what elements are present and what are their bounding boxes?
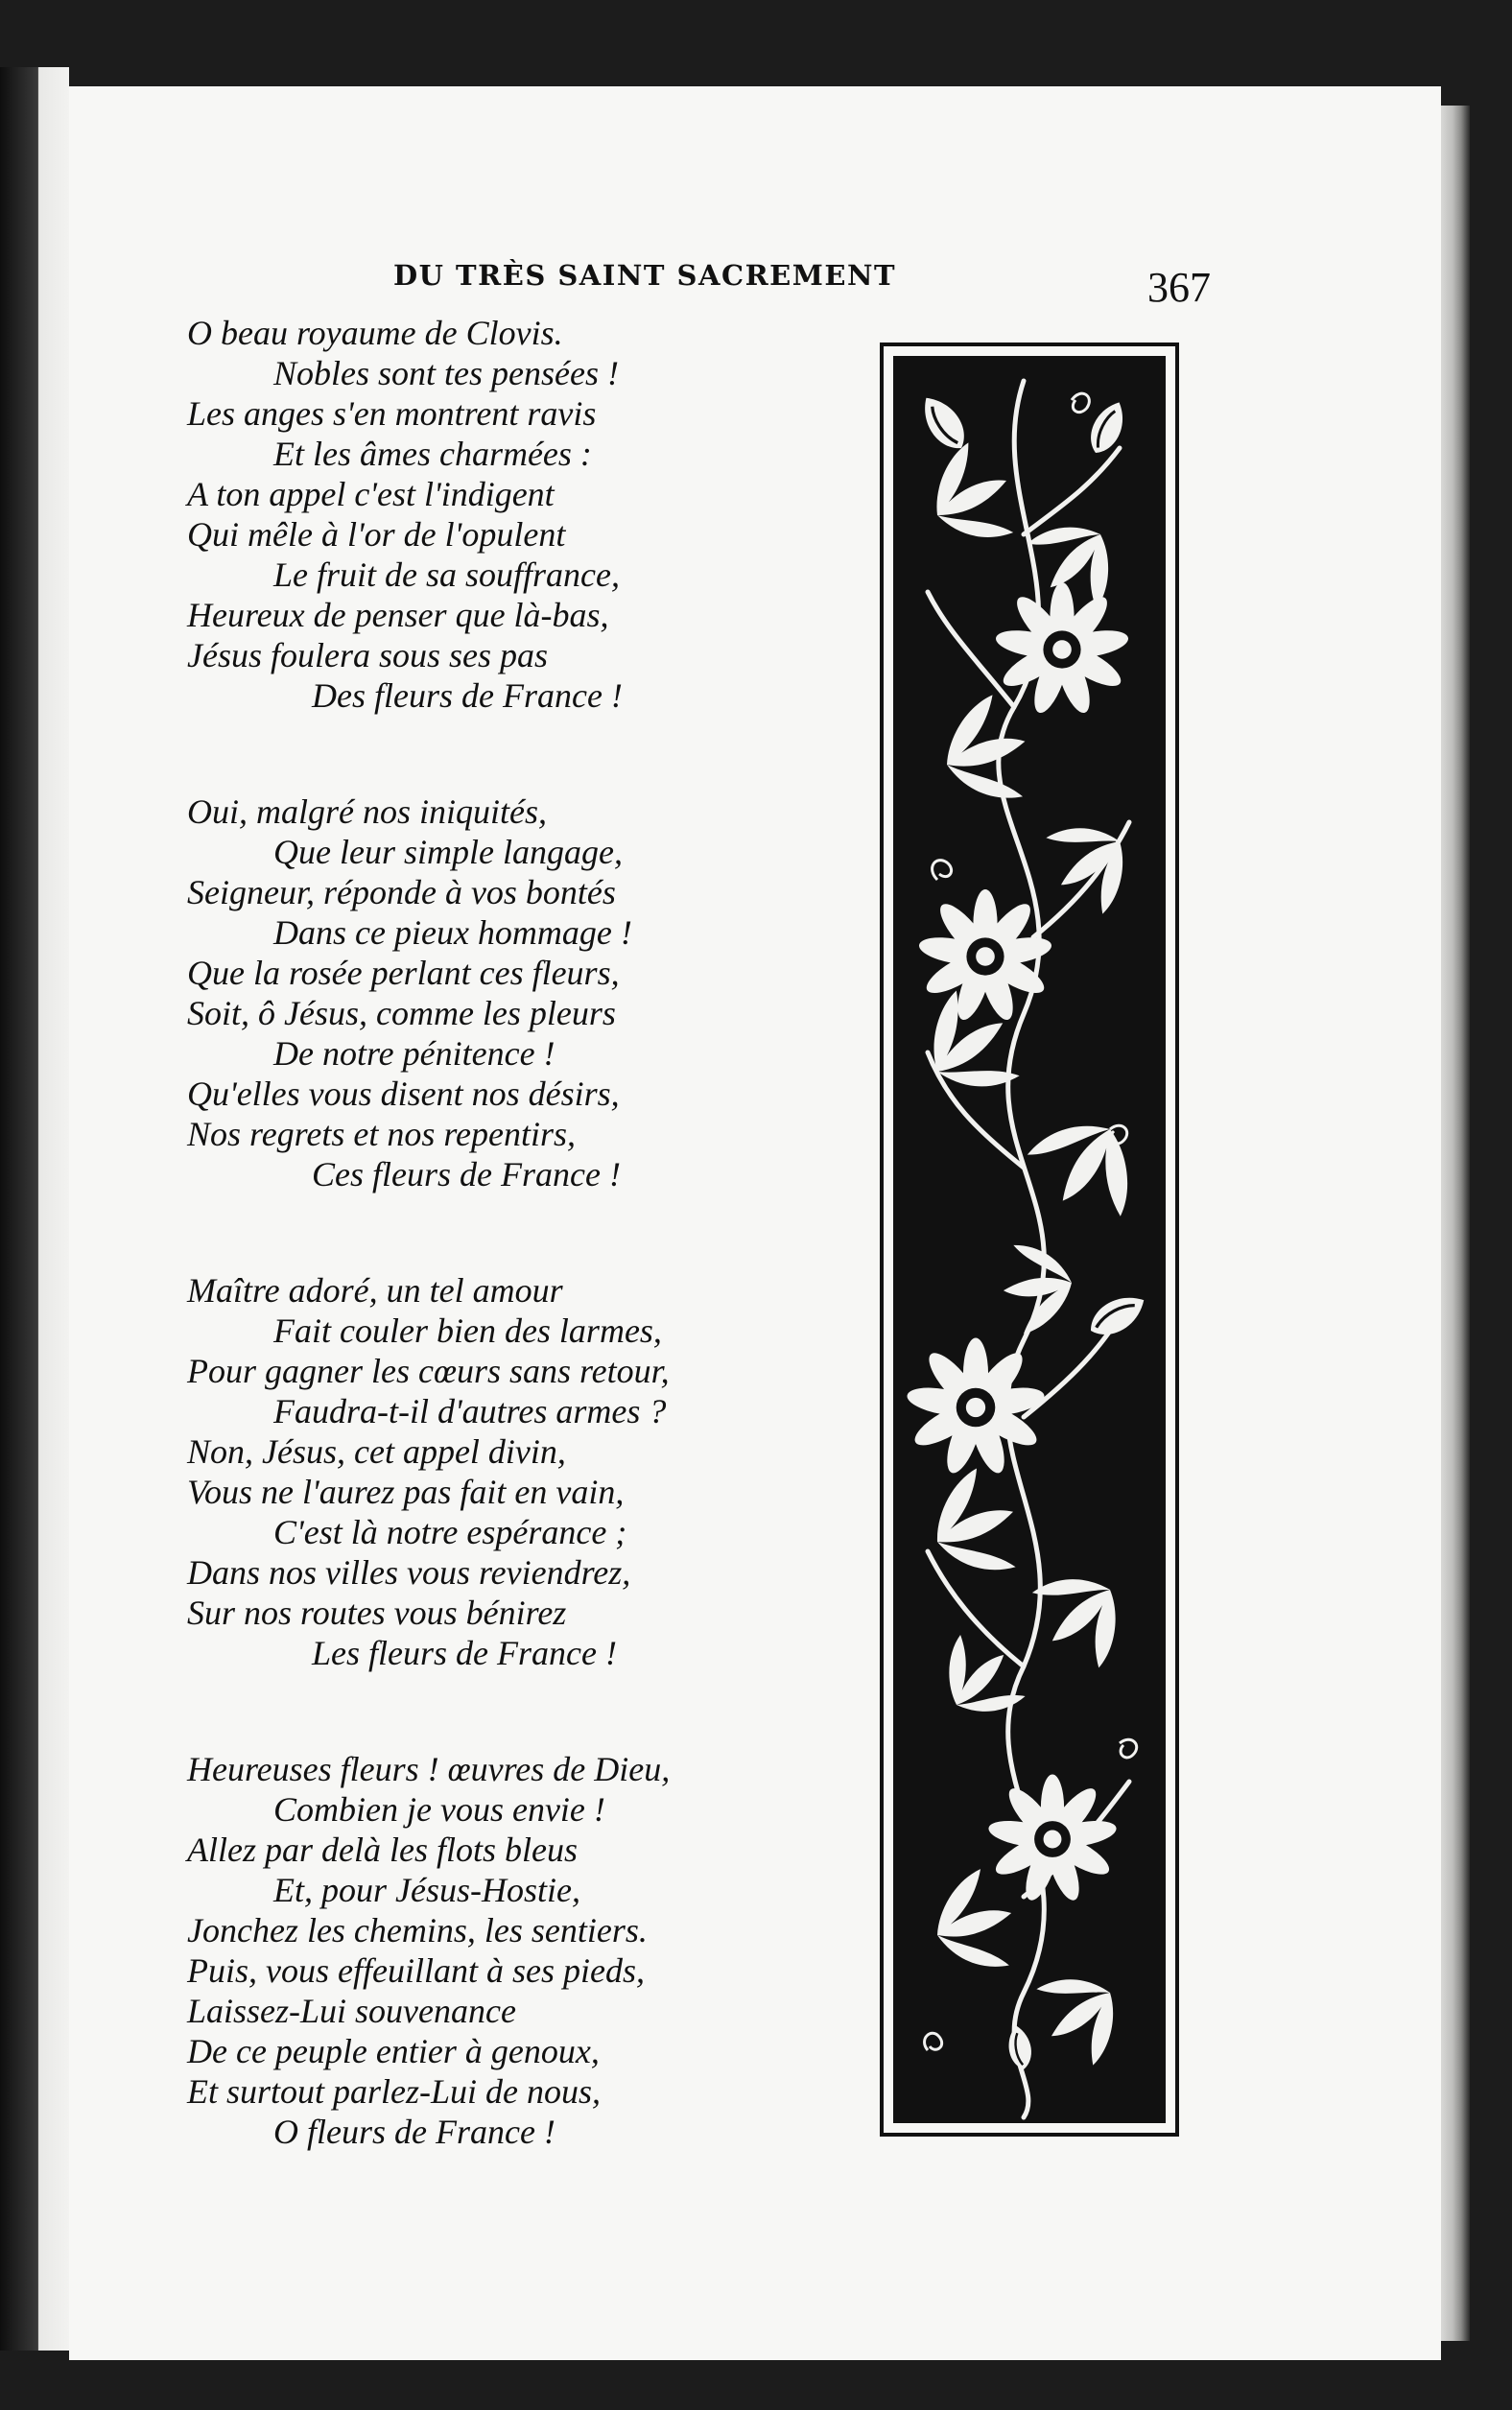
poem-line: Des fleurs de France ! [312,676,623,715]
floral-vine-ornament-icon [880,343,1179,2137]
poem-line: Puis, vous effeuillant à ses pieds, [187,1951,645,1990]
stanza-4 [187,1749,859,2152]
poem-line: Combien je vous envie ! [273,1790,605,1829]
poem-line: Qui mêle à l'or de l'opulent [187,515,566,554]
poem-line: Le fruit de sa souffrance, [273,555,620,594]
poem-line: Ces fleurs de France ! [312,1155,621,1193]
poem-line: Allez par delà les flots bleus [187,1831,578,1869]
running-head: DU TRÈS SAINT SACREMENT [393,259,897,292]
left-page-edge [0,67,69,2351]
stanza-3 [187,1270,859,1673]
poem-line: Maître adoré, un tel amour [187,1271,563,1310]
poem-line: De ce peuple entier à genoux, [187,2032,600,2070]
poem-line: Et surtout parlez-Lui de nous, [187,2072,602,2111]
poem-line: Oui, malgré nos iniquités, [187,792,547,831]
poem-line: Soit, ô Jésus, comme les pleurs [187,994,616,1032]
poem [187,313,859,2228]
poem-line: Les anges s'en montrent ravis [187,394,597,433]
poem-line: Et, pour Jésus-Hostie, [273,1871,580,1909]
page-number: 367 [1147,264,1211,311]
poem-line: Que leur simple langage, [273,833,623,871]
poem-line: Dans nos villes vous reviendrez, [187,1553,631,1592]
poem-line: Jonchez les chemins, les sentiers. [187,1911,648,1949]
poem-line: Jésus foulera sous ses pas [187,636,548,674]
poem-line: O fleurs de France ! [273,2113,555,2151]
poem-line: Fait couler bien des larmes, [273,1311,662,1350]
poem-line: Les fleurs de France ! [312,1634,617,1672]
poem-line: Laissez-Lui souvenance [187,1992,516,2030]
poem-line: C'est là notre espérance ; [273,1513,627,1551]
poem-line: Vous ne l'aurez pas fait en vain, [187,1473,625,1511]
poem-line: Sur nos routes vous bénirez [187,1594,567,1632]
stanza-1 [187,313,859,716]
poem-line: Heureux de penser que là-bas, [187,596,609,634]
poem-line: A ton appel c'est l'indigent [187,475,555,513]
poem-line: Et les âmes charmées : [273,435,592,473]
poem-line: Heureuses fleurs ! œuvres de Dieu, [187,1750,671,1788]
poem-line: Qu'elles vous disent nos désirs, [187,1075,620,1113]
poem-line: Faudra-t-il d'autres armes ? [273,1392,667,1430]
poem-line: Nobles sont tes pensées ! [273,354,619,392]
poem-line: Nos regrets et nos repentirs, [187,1115,576,1153]
poem-line: O beau royaume de Clovis. [187,314,563,352]
poem-line: Non, Jésus, cet appel divin, [187,1432,566,1471]
poem-line: Seigneur, réponde à vos bontés [187,873,616,911]
poem-line: Que la rosée perlant ces fleurs, [187,954,620,992]
poem-line: Pour gagner les cœurs sans retour, [187,1352,670,1390]
poem-line: Dans ce pieux hommage ! [273,913,632,952]
stanza-2 [187,792,859,1194]
poem-line: De notre pénitence ! [273,1034,555,1073]
right-page-edge [1441,106,1470,2341]
